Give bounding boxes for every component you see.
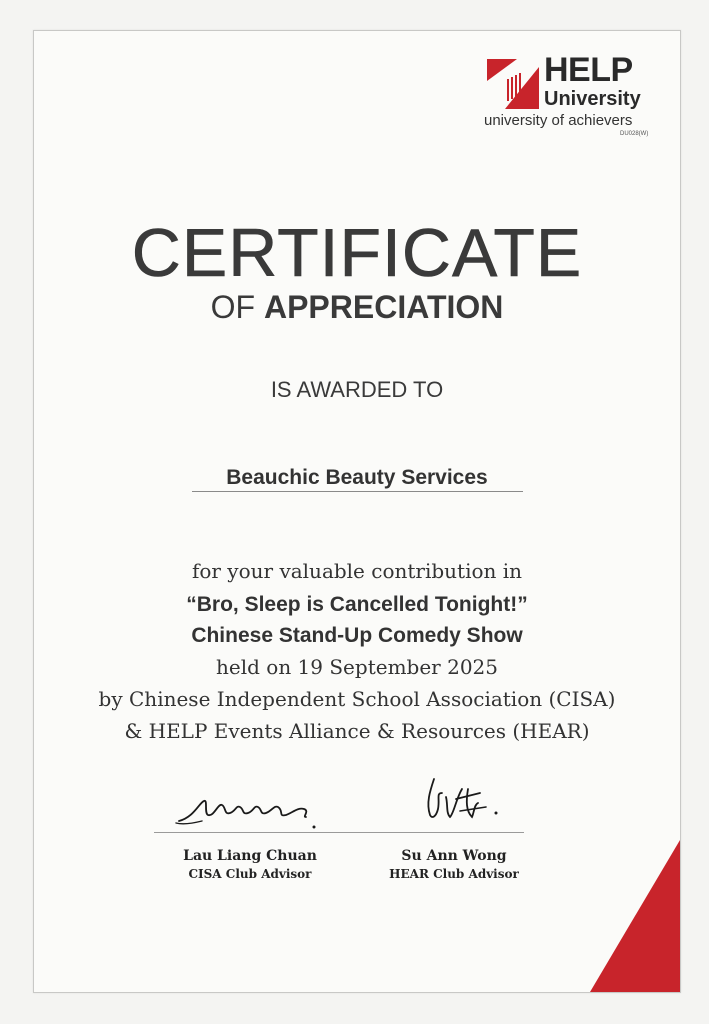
certificate xyxy=(33,30,681,993)
logo-registration-code: DU028(W) xyxy=(620,131,649,137)
event-subtitle: Chinese Stand-Up Comedy Show xyxy=(191,624,523,647)
signatory-1-role: CISA Club Advisor xyxy=(188,867,312,881)
awarded-to-label: IS AWARDED TO xyxy=(270,377,444,402)
logo-university-text: University xyxy=(544,88,641,110)
organizer-line-1: by Chinese Independent School Association (CISA) xyxy=(98,687,616,711)
signature-su-ann-wong xyxy=(416,769,516,829)
signatory-1-name: Lau Liang Chuan xyxy=(183,848,317,864)
logo-help-text: HELP xyxy=(544,51,633,89)
event-title: “Bro, Sleep is Cancelled Tonight!” xyxy=(186,593,528,616)
certificate-title: CERTIFICATE xyxy=(131,215,583,291)
organizer-line-2: & HELP Events Alliance & Resources (HEAR) xyxy=(124,719,590,743)
signatory-2-role: HEAR Club Advisor xyxy=(389,867,519,881)
subtitle-of: OF xyxy=(210,289,256,325)
contribution-line: for your valuable contribution in xyxy=(191,559,523,583)
red-corner-bottom-right xyxy=(580,832,680,992)
signature-lau-liang-chuan xyxy=(174,783,334,833)
help-university-logo xyxy=(482,51,662,147)
recipient-name: Beauchic Beauty Services xyxy=(226,466,488,489)
signatory-2-name: Su Ann Wong xyxy=(401,848,507,864)
logo-tagline: university of achievers xyxy=(484,112,633,129)
recipient-underline xyxy=(192,491,523,492)
subtitle-appreciation: APPRECIATION xyxy=(263,289,504,325)
signature-line xyxy=(154,832,524,833)
certificate-subtitle xyxy=(34,291,680,323)
help-logo-mark-icon xyxy=(487,59,539,109)
event-date: held on 19 September 2025 xyxy=(216,655,498,679)
